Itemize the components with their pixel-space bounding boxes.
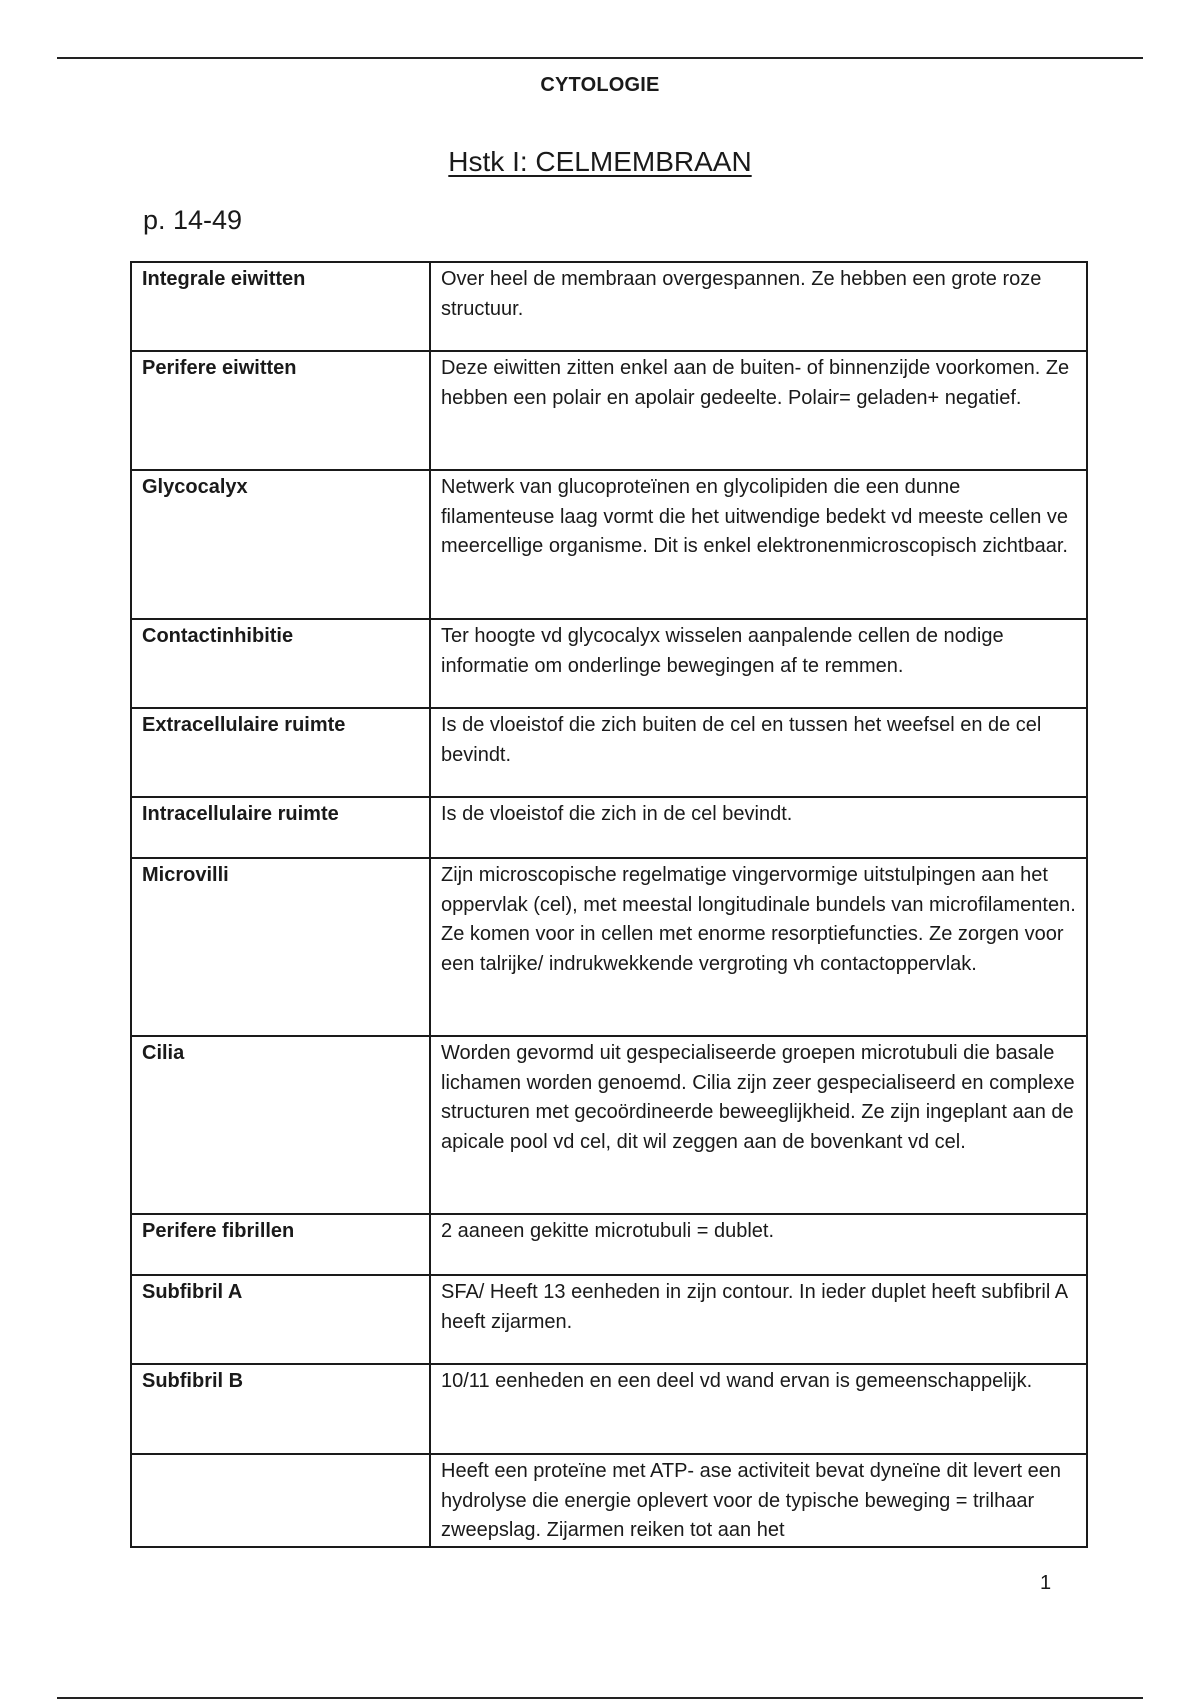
table-row [131,470,1087,619]
definition-cell: Zijn microscopische regelmatige vingervormige uitstulpingen aan het oppervlak (cel), met meestal longitudinale bundels van microfilamenten. Ze komen voor in cellen met enorme resorptiefuncties. Ze zorgen voor een talrijke/ indrukwekkende vergroting vh contactoppervlak. [430,858,1087,1036]
term-cell: Cilia [131,1036,430,1214]
table-row [131,858,1087,1036]
table-row [131,1454,1087,1547]
page-range-label: p. 14-49 [143,205,243,235]
table-row [131,1364,1087,1454]
table-row [131,797,1087,858]
definition-cell: SFA/ Heeft 13 eenheden in zijn contour. In ieder duplet heeft subfibril A heeft zijarmen. [430,1275,1087,1364]
term-cell: Subfibril B [131,1364,430,1454]
term-cell: Contactinhibitie [131,619,430,708]
term-cell: Intracellulaire ruimte [131,797,430,858]
definition-cell: 2 aaneen gekitte microtubuli = dublet. [430,1214,1087,1275]
page-number: 1 [1040,1572,1052,1594]
definition-cell: Is de vloeistof die zich buiten de cel en tussen het weefsel en de cel bevindt. [430,708,1087,797]
page-bottom-rule [57,1697,1143,1699]
term-cell: Subfibril A [131,1275,430,1364]
table-row [131,708,1087,797]
table-row [131,1214,1087,1275]
definition-cell: Ter hoogte vd glycocalyx wisselen aanpalende cellen de nodige informatie om onderlinge bewegingen af te remmen. [430,619,1087,708]
glossary-table [130,261,1088,1548]
table-row [131,351,1087,470]
definition-cell: Over heel de membraan overgespannen. Ze hebben een grote roze structuur. [430,262,1087,351]
table-row [131,1275,1087,1364]
term-cell: Extracellulaire ruimte [131,708,430,797]
definition-cell: 10/11 eenheden en een deel vd wand ervan is gemeenschappelijk. [430,1364,1087,1454]
page-top-rule [57,57,1143,59]
term-cell: Integrale eiwitten [131,262,430,351]
term-cell: Perifere fibrillen [131,1214,430,1275]
definition-cell: Is de vloeistof die zich in de cel bevindt. [430,797,1087,858]
table-row [131,262,1087,351]
document-header: CYTOLOGIE [540,74,660,96]
table-row [131,1036,1087,1214]
term-cell: Perifere eiwitten [131,351,430,470]
table-row [131,619,1087,708]
definition-cell: Heeft een proteïne met ATP- ase activiteit bevat dyneïne dit levert een hydrolyse die energie oplevert voor de typische beweging = trilhaar zweepslag. Zijarmen reiken tot aan het [430,1454,1087,1547]
chapter-title: Hstk I: CELMEMBRAAN [448,146,752,177]
definition-cell: Netwerk van glucoproteïnen en glycolipiden die een dunne filamenteuse laag vormt die het uitwendige bedekt vd meeste cellen ve meercellige organisme. Dit is enkel elektronenmicroscopisch zichtbaar. [430,470,1087,619]
term-cell: Glycocalyx [131,470,430,619]
definition-cell: Worden gevormd uit gespecialiseerde groepen microtubuli die basale lichamen worden genoemd. Cilia zijn zeer gespecialiseerd en complexe structuren met gecoördineerde beweeglijkheid. Ze zijn ingeplant aan de apicale pool vd cel, dit wil zeggen aan de bovenkant vd cel. [430,1036,1087,1214]
term-cell: Microvilli [131,858,430,1036]
term-cell [131,1454,430,1547]
definition-cell: Deze eiwitten zitten enkel aan de buiten- of binnenzijde voorkomen. Ze hebben een polair en apolair gedeelte. Polair= geladen+ negatief. [430,351,1087,470]
